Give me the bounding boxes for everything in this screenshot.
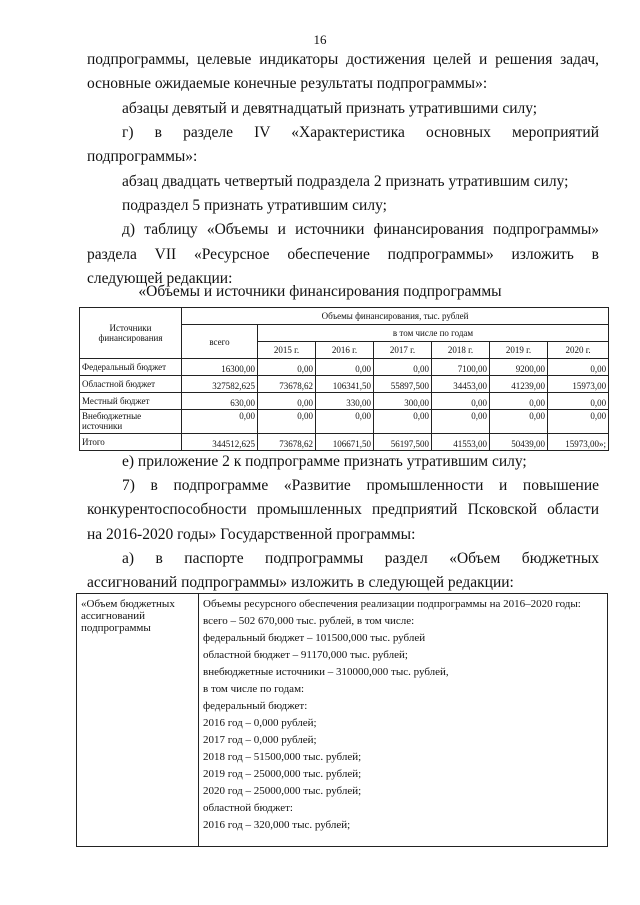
row-value: 15973,00»; <box>548 434 609 451</box>
content-line: 2019 год – 25000,000 тыс. рублей; <box>203 768 362 780</box>
body-line: подпрограммы, целевые индикаторы достижения целей и решения задач, <box>87 51 599 68</box>
body-line: основные ожидаемые конечные результаты подпрограммы»: <box>87 75 488 92</box>
row-source: Местный бюджет <box>80 393 182 410</box>
table-header-row <box>80 308 609 325</box>
body-line: абзац двадцать четвертый подраздела 2 признать утратившим силу; <box>122 173 569 190</box>
content-line: 2016 год – 320,000 тыс. рублей; <box>203 819 351 831</box>
row-value: 0,00 <box>432 410 490 434</box>
year-header: 2015 г. <box>258 342 316 359</box>
year-header: 2019 г. <box>490 342 548 359</box>
page-number: 16 <box>313 32 327 47</box>
content-line: 2018 год – 51500,000 тыс. рублей; <box>203 751 362 763</box>
row-value: 0,00 <box>432 393 490 410</box>
year-header: 2020 г. <box>548 342 609 359</box>
content-line: областной бюджет – 91170,000 тыс. рублей; <box>203 649 408 661</box>
row-total: 630,00 <box>182 393 258 410</box>
row-value: 55897,500 <box>374 376 432 393</box>
table-row <box>80 393 609 410</box>
content-line: 2017 год – 0,000 рублей; <box>203 734 317 746</box>
body-line: раздела VII «Ресурсное обеспечение подпрограммы» изложить в <box>87 246 599 263</box>
body-line: д) таблицу «Объемы и источники финансирования подпрограммы» <box>122 221 599 238</box>
row-total: 16300,00 <box>182 359 258 376</box>
passport-content <box>203 598 605 834</box>
year-header: 2017 г. <box>374 342 432 359</box>
content-line: 2020 год – 25000,000 тыс. рублей; <box>203 785 362 797</box>
row-value: 73678,62 <box>258 376 316 393</box>
row-value: 73678,62 <box>258 434 316 451</box>
content-line: областной бюджет: <box>203 802 293 814</box>
row-value: 7100,00 <box>432 359 490 376</box>
row-value: 41553,00 <box>432 434 490 451</box>
row-value: 0,00 <box>258 359 316 376</box>
header-volume: Объемы финансирования, тыс. рублей <box>182 308 609 325</box>
row-value: 0,00 <box>258 393 316 410</box>
row-value: 0,00 <box>490 393 548 410</box>
row-value: 41239,00 <box>490 376 548 393</box>
header-source: Источники финансирования <box>80 308 182 359</box>
row-value: 0,00 <box>316 410 374 434</box>
row-value: 106341,50 <box>316 376 374 393</box>
content-line: федеральный бюджет: <box>203 700 308 712</box>
row-value: 300,00 <box>374 393 432 410</box>
body-line: следующей редакции: <box>87 270 233 287</box>
row-value: 0,00 <box>316 359 374 376</box>
row-value: 50439,00 <box>490 434 548 451</box>
body-line: 7) в подпрограмме «Развитие промышленности и повышение <box>122 477 599 494</box>
row-value: 0,00 <box>548 359 609 376</box>
body-line: абзацы девятый и девятнадцатый признать утратившими силу; <box>122 100 538 117</box>
passport-table <box>76 593 608 847</box>
body-line: е) приложение 2 к подпрограмме признать утратившим силу; <box>122 453 527 470</box>
row-value: 34453,00 <box>432 376 490 393</box>
content-line: Объемы ресурсного обеспечения реализации подпрограммы на 2016–2020 годы: <box>203 598 581 610</box>
content-line: всего – 502 670,000 тыс. рублей, в том числе: <box>203 615 415 627</box>
table-row <box>80 410 609 434</box>
row-value: 0,00 <box>374 410 432 434</box>
body-line: конкурентоспособности промышленных предприятий Псковской области <box>87 501 599 518</box>
row-value: 0,00 <box>490 410 548 434</box>
body-line: ассигнований подпрограммы» изложить в следующей редакции: <box>87 574 514 591</box>
row-source: Итого <box>80 434 182 451</box>
row-value: 0,00 <box>548 393 609 410</box>
row-value: 0,00 <box>548 410 609 434</box>
row-value: 0,00 <box>258 410 316 434</box>
row-source: Внебюджетные источники <box>80 410 182 434</box>
body-line: а) в паспорте подпрограммы раздел «Объем бюджетных <box>122 550 599 567</box>
content-line: внебюджетные источники – 310000,000 тыс. рублей, <box>203 666 449 678</box>
body-line: подраздел 5 признать утратившим силу; <box>122 197 387 214</box>
table-row <box>80 376 609 393</box>
row-value: 0,00 <box>374 359 432 376</box>
content-line: федеральный бюджет – 101500,000 тыс. рублей <box>203 632 426 644</box>
column-divider <box>198 594 199 846</box>
body-line: на 2016-2020 годы» Государственной программы: <box>87 526 416 543</box>
content-line: в том числе по годам: <box>203 683 305 695</box>
row-total: 0,00 <box>182 410 258 434</box>
year-header: 2016 г. <box>316 342 374 359</box>
content-line: 2016 год – 0,000 рублей; <box>203 717 317 729</box>
finance-table <box>79 307 609 451</box>
body-line: подпрограммы»: <box>87 148 198 165</box>
table-caption: «Объемы и источники финансирования подпрограммы <box>138 283 502 300</box>
passport-label: «Объем бюджетных ассигнований подпрограммы <box>81 598 175 634</box>
body-line: г) в разделе IV «Характеристика основных мероприятий <box>122 124 599 141</box>
row-value: 15973,00 <box>548 376 609 393</box>
table-row-total <box>80 434 609 451</box>
row-source: Областной бюджет <box>80 376 182 393</box>
row-value: 9200,00 <box>490 359 548 376</box>
header-by-years: в том числе по годам <box>258 325 609 342</box>
row-value: 106671,50 <box>316 434 374 451</box>
row-total: 344512,625 <box>182 434 258 451</box>
row-total: 327582,625 <box>182 376 258 393</box>
year-header: 2018 г. <box>432 342 490 359</box>
header-total: всего <box>182 325 258 359</box>
row-value: 56197,500 <box>374 434 432 451</box>
row-value: 330,00 <box>316 393 374 410</box>
row-source: Федеральный бюджет <box>80 359 182 376</box>
table-row <box>80 359 609 376</box>
